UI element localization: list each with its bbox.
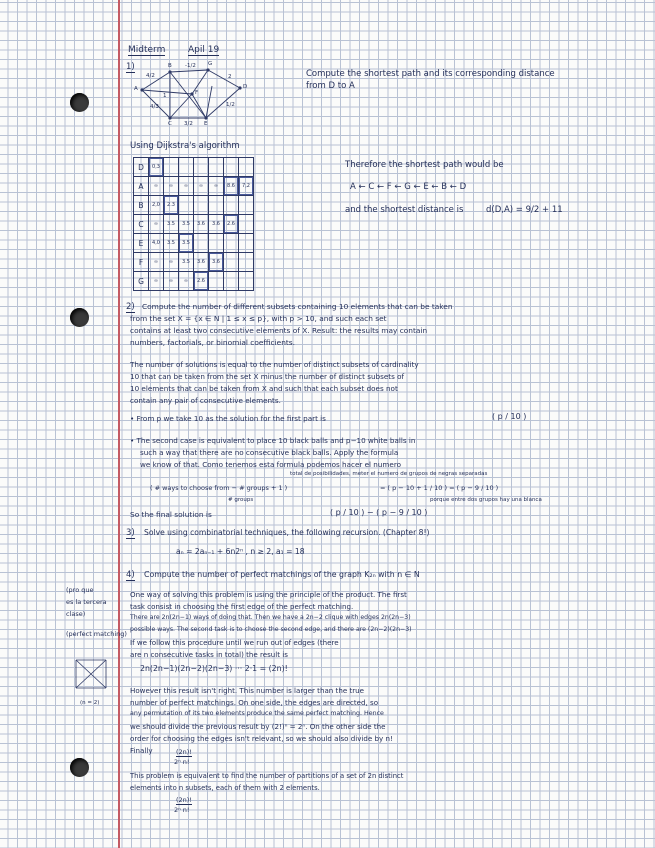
cell: 3.6 <box>194 253 209 272</box>
row-label: D <box>134 158 149 177</box>
graph-node-label: E <box>204 121 208 127</box>
cell: 3.5 <box>179 253 194 272</box>
p4-text: However this result isn't right. This number is larger than the true <box>130 686 365 695</box>
cell: 3.5 <box>164 215 179 234</box>
p2-prompt: Compute the number of different subsets containing 10 elements that can be taken <box>142 302 453 311</box>
p1-path: A ← C ← F ← G ← E ← B ← D <box>350 182 467 192</box>
cell: ∞ <box>194 177 209 196</box>
row-label: F <box>134 253 149 272</box>
p4-fraction-num: (2n)! <box>176 748 192 756</box>
cell: 7,2 <box>239 177 254 196</box>
p2-bullet: such a way that there are no consecutive black balls. Apply the formula <box>140 448 399 457</box>
p4-text: Finally <box>130 746 153 755</box>
p4-number: 4) <box>126 570 135 580</box>
p4-text: There are 2n(2n−1) ways of doing that. Then we have a 2n−2 clique with edges 2n(2n−3) <box>130 614 411 621</box>
cell: ∞ <box>164 177 179 196</box>
graph-edge-label: 4/3 <box>150 104 159 110</box>
cell: 3.5 <box>179 234 194 253</box>
p4-fraction-num: (2n)! <box>176 796 192 804</box>
p1-distance: d(D,A) = 9/2 + 11 <box>486 205 563 215</box>
p2-bullet: total de posibilidades, meter el numero de grupos de negras separadas <box>290 471 488 477</box>
p4-text: any permutation of its two elements produce the same perfect matching. Hence <box>130 710 384 717</box>
row-label: A <box>134 177 149 196</box>
p4-text: number of perfect matchings. On one side, the edges are directed, so <box>130 698 379 707</box>
p4-prompt: Compute the number of perfect matchings of the graph K₂ₙ with n ∈ N <box>144 570 420 579</box>
p4-text: possible ways. The second task is to choose the second edge, and there are (2n−2)(2n−3) <box>130 626 412 633</box>
p2-final-value: ( p / 10 ) − ( p − 9 / 10 ) <box>330 508 428 517</box>
cell: ∞ <box>179 177 194 196</box>
p4-fraction-den: 2ⁿ n! <box>174 806 190 814</box>
graph-node-label: A <box>134 86 138 92</box>
cell: ∞ <box>209 177 224 196</box>
row-label: G <box>134 272 149 291</box>
header-date: Apil 19 <box>188 45 220 55</box>
p3-prompt: Solve using combinatorial techniques, the following recursion. (Chapter 8!) <box>144 528 430 537</box>
p4-side-note: (perfect matching) <box>66 630 127 638</box>
p2-solution: 10 elements that can be taken from X and such that each subset does not <box>130 384 398 393</box>
p2-prompt: from the set X = {x ∈ N | 1 ≤ x ≤ p}, with p > 10, and such each set <box>130 314 387 323</box>
p2-note: porque entre dos grupos hay una blanca <box>430 497 542 503</box>
cell: 2.6 <box>194 272 209 291</box>
row-label: C <box>134 215 149 234</box>
p4-fraction-den: 2ⁿ n! <box>174 758 190 766</box>
cell: ∞ <box>149 253 164 272</box>
p2-bullet: • The second case is equivalent to place 10 black balls and p−10 white balls in <box>130 436 416 445</box>
p4-side-note: (pro que <box>66 586 94 594</box>
p1-prompt: from D to A <box>306 81 355 91</box>
graph-node-label: F <box>195 90 199 96</box>
p1-number: 1) <box>126 62 135 72</box>
cell: 3.6 <box>209 253 224 272</box>
graph-node-label: C <box>168 121 172 127</box>
graph-edge-label: -1/2 <box>185 63 196 69</box>
graph-edge-label: 2 <box>228 74 232 80</box>
cell: ∞ <box>164 253 179 272</box>
p2-prompt: contains at least two consecutive elements of X. Result: the results may contain <box>130 326 428 335</box>
p4-text: order for choosing the edges isn't relevant, so we should also divide by n! <box>130 734 393 743</box>
p4-text: we should divide the previous result by (2!)ⁿ = 2ⁿ. On the other side the <box>130 722 386 731</box>
cell: 3.5 <box>164 234 179 253</box>
cell: ∞ <box>149 272 164 291</box>
p2-formula: = ( p − 10 + 1 / 10 ) = ( p − 9 / 10 ) <box>380 484 499 492</box>
p4-text: One way of solving this problem is using the principle of the product. The first <box>130 590 407 599</box>
cell: ∞ <box>149 215 164 234</box>
p2-prompt: numbers, factorials, or binomial coefficients. <box>130 338 295 347</box>
graph-node-label: G <box>208 61 213 67</box>
row-label: B <box>134 196 149 215</box>
graph-node-label: B <box>168 63 172 69</box>
graph-edge-label: 1/2 <box>226 102 235 108</box>
p2-bullet: • From p we take 10 as the solution for the first part is <box>130 414 326 423</box>
cell: 3.5 <box>179 215 194 234</box>
p2-solution: contain any pair of consecutive elements. <box>130 396 281 405</box>
k4-label: (n = 2) <box>80 700 100 706</box>
p2-solution: 10 that can be taken from the set X minus the number of distinct subsets of <box>130 372 405 381</box>
p4-side-note: clase) <box>66 610 86 618</box>
graph-edge-label: 4/2 <box>146 73 155 79</box>
header-title: Midterm <box>128 45 166 55</box>
cell: ∞ <box>149 177 164 196</box>
cell: 3.6 <box>209 215 224 234</box>
cell: 2.6 <box>224 215 239 234</box>
p2-bullet: we know of that. Como tenemos esta formula podemos hacer el numero <box>140 460 402 469</box>
p2-solution: The number of solutions is equal to the number of distinct subsets of cardinality <box>130 360 419 369</box>
p1-result: Therefore the shortest path would be <box>345 160 504 170</box>
p2-binomial: ( p / 10 ) <box>492 412 527 421</box>
graph-node-label: D <box>243 84 248 90</box>
row-label: E <box>134 234 149 253</box>
cell: ∞ <box>164 272 179 291</box>
p2-number: 2) <box>126 302 135 312</box>
p4-text: elements into n subsets, each of them with 2 elements. <box>130 784 320 792</box>
p3-number: 3) <box>126 528 135 538</box>
p1-prompt: Compute the shortest path and its corresponding distance <box>306 69 555 79</box>
p4-text: If we follow this procedure until we run out of edges (there <box>130 638 339 647</box>
cell: ∞ <box>179 272 194 291</box>
p4-text: task consist in choosing the first edge of the perfect matching. <box>130 602 354 611</box>
graph-edge-label: 1 <box>163 93 167 99</box>
p2-formula: ( # ways to choose from − # groups + 1 ) <box>150 484 288 492</box>
cell: 3.6 <box>194 215 209 234</box>
cell: 0,3 <box>149 158 164 177</box>
p4-text: This problem is equivalent to find the number of partitions of a set of 2n distinct <box>130 772 404 780</box>
p1-result: and the shortest distance is <box>345 205 464 215</box>
cell: 8.6 <box>224 177 239 196</box>
p3-recursion: aₙ = 2aₙ₋₁ + 6n2ⁿ , n ≥ 2, a₁ = 18 <box>176 547 305 556</box>
p1-using: Using Dijkstra's algorithm <box>130 141 240 151</box>
p4-side-note: es la tercera <box>66 598 107 606</box>
p4-product: 2n(2n−1)(2n−2)(2n−3) ··· 2·1 = (2n)! <box>140 664 288 673</box>
graph-edge-label: 3/2 <box>184 121 193 127</box>
p2-final: So the final solution is <box>130 510 212 519</box>
cell: 4,0 <box>149 234 164 253</box>
cell: 2,0 <box>149 196 164 215</box>
cell: 2.3 <box>164 196 179 215</box>
p4-text: are n consecutive tasks in total) the result is <box>130 650 288 659</box>
p2-formula-sub: # groups <box>228 497 254 503</box>
